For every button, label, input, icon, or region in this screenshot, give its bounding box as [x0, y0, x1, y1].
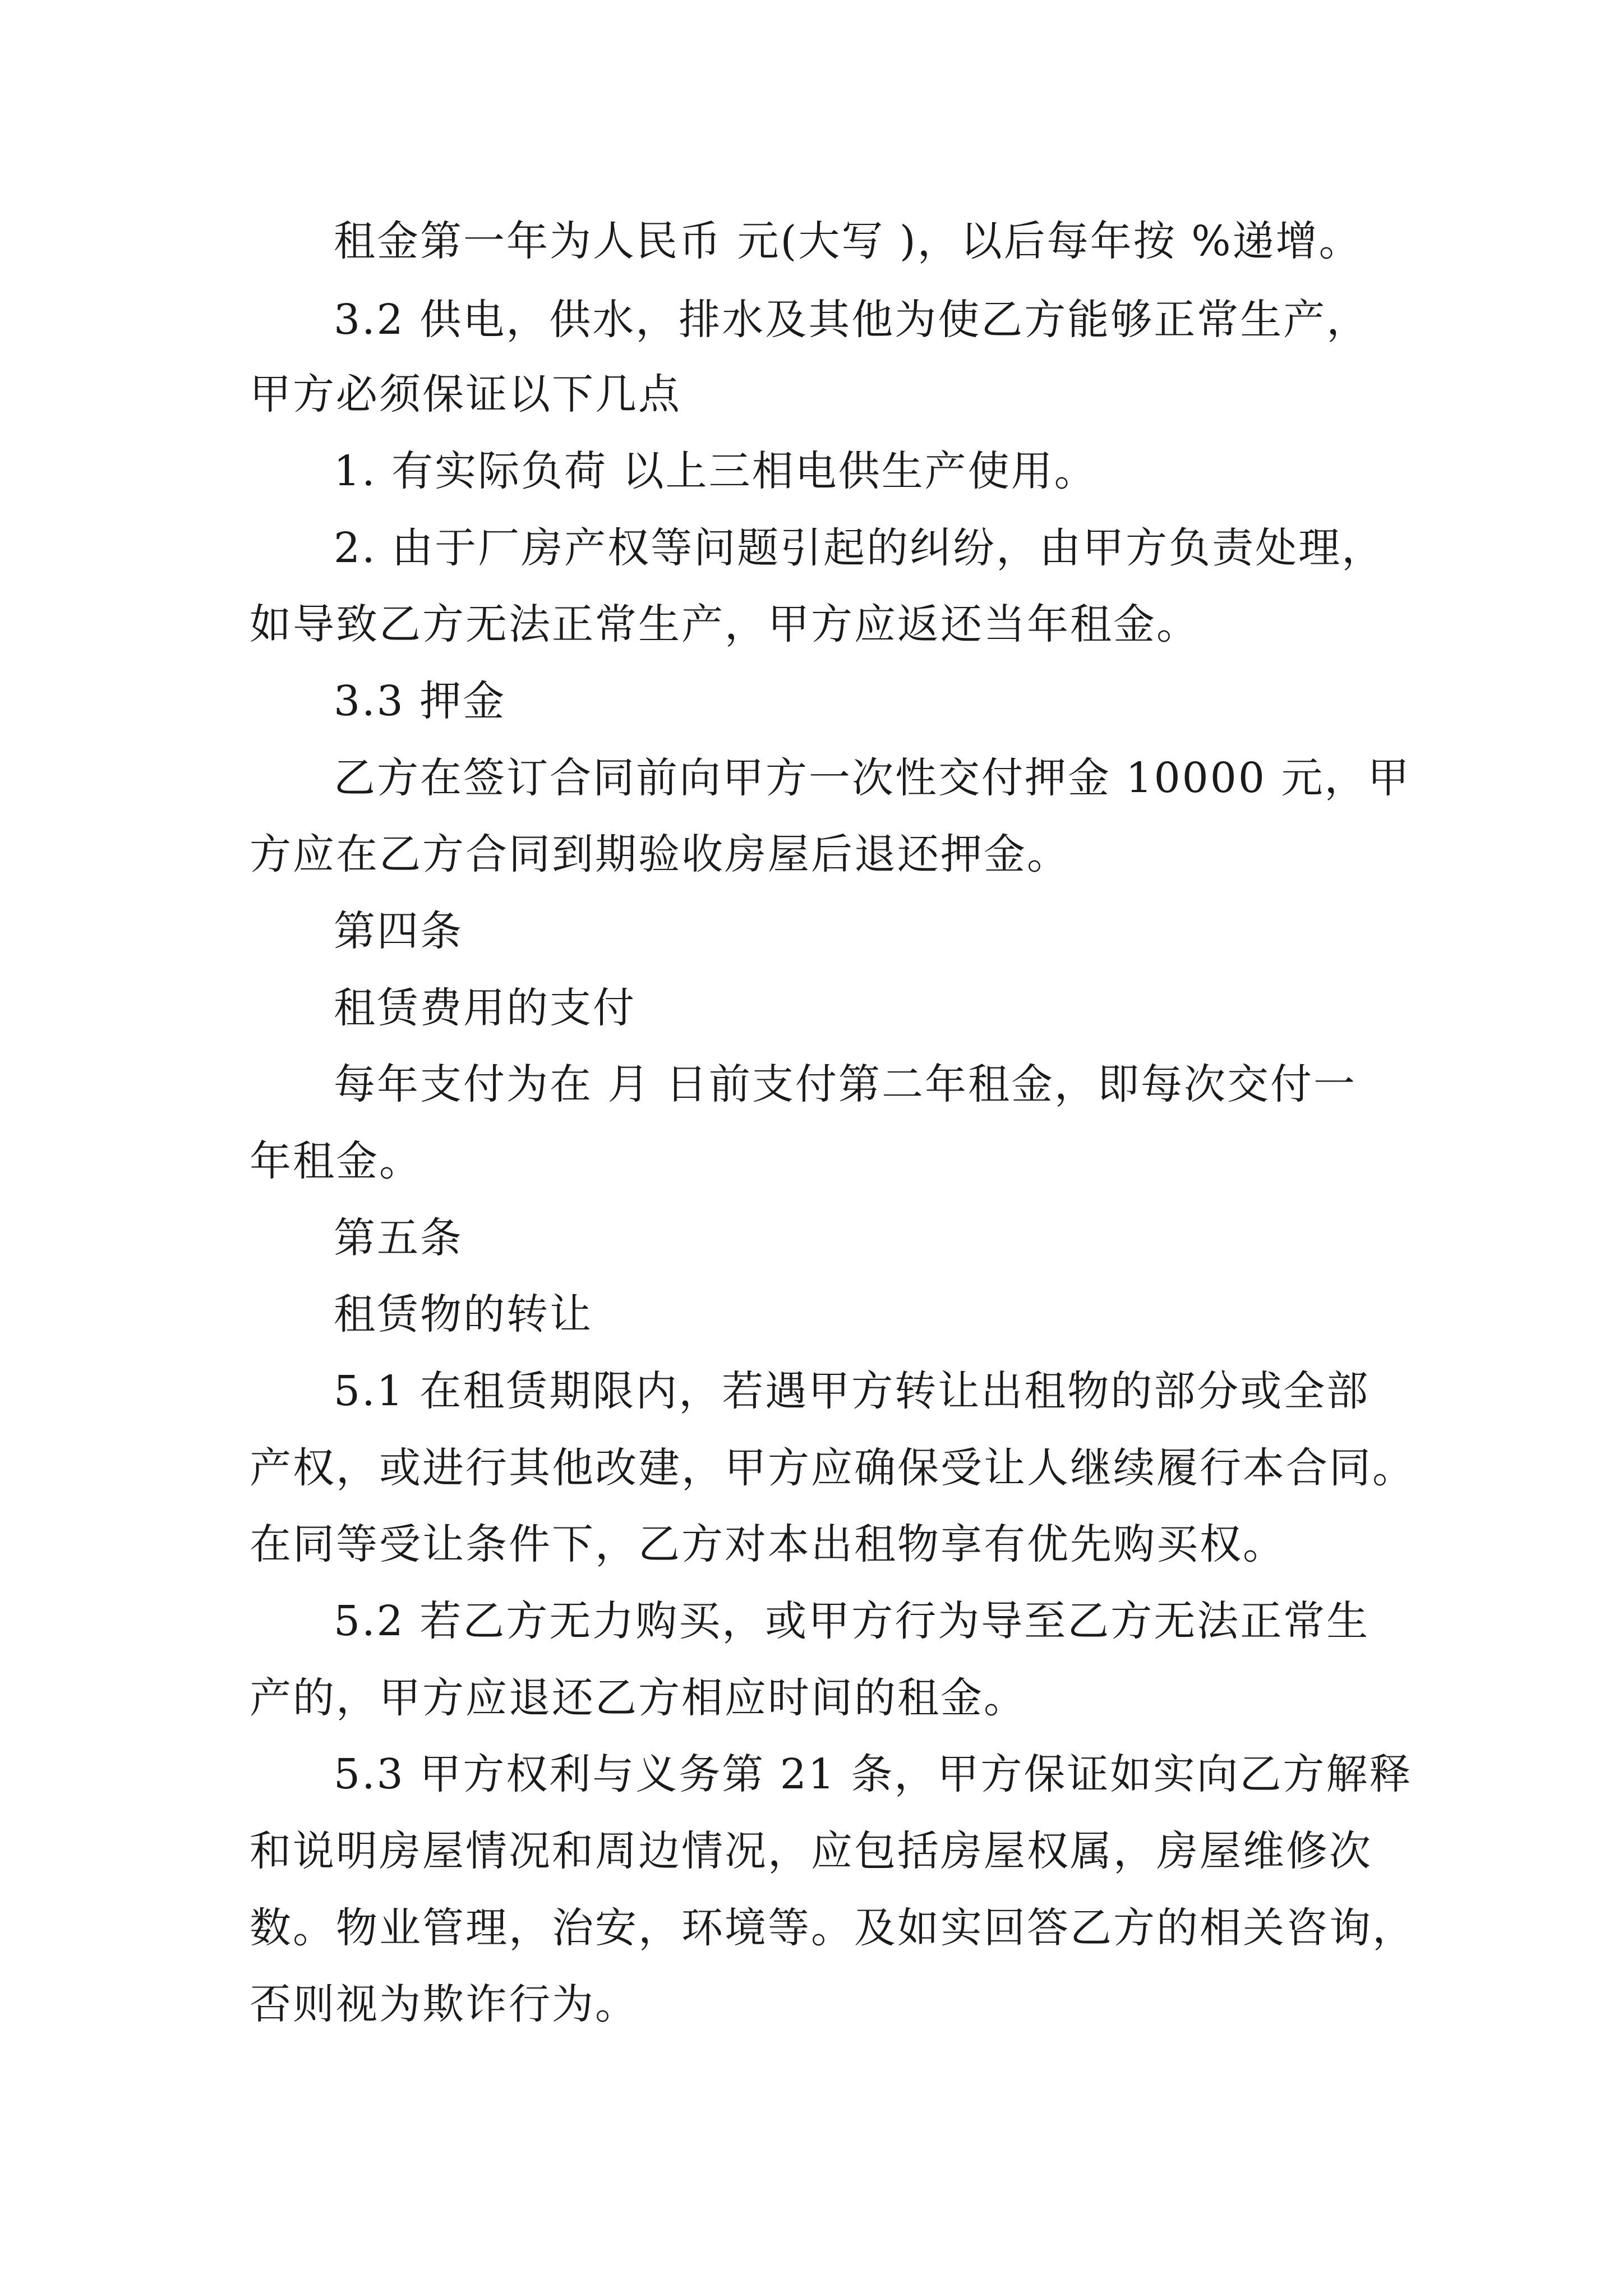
clause-5-2-line: 5.2 若乙方无力购买，或甲方行为导至乙方无法正常生 [334, 1597, 1370, 1645]
clause-5-3-line: 5.3 甲方权利与义务第 21 条，甲方保证如实向乙方解释 [334, 1750, 1413, 1798]
article-4-title: 租赁费用的支付 [334, 984, 636, 1032]
payment-continued: 年租金。 [250, 1137, 422, 1185]
clause-3-2-continued: 甲方必须保证以下几点 [250, 370, 681, 418]
payment-line: 每年支付为在 月 日前支付第二年租金，即每次交付一 [334, 1060, 1357, 1108]
article-5-title: 租赁物的转让 [334, 1290, 593, 1338]
item-1-line: 1. 有实际负荷 以上三相电供生产使用。 [334, 447, 1098, 495]
rent-first-year-line: 租金第一年为人民币 元(大写 )，以后每年按 %递增。 [334, 217, 1362, 265]
item-2-continued: 如导致乙方无法正常生产，甲方应返还当年租金。 [250, 600, 1200, 648]
clause-5-3-continued-3: 否则视为欺诈行为。 [250, 1980, 638, 2028]
clause-3-2-line: 3.2 供电，供水，排水及其他为使乙方能够正常生产， [334, 296, 1370, 344]
clause-5-1-line: 5.1 在租赁期限内，若遇甲方转让出租物的部分或全部 [334, 1367, 1370, 1415]
item-2-line: 2. 由于厂房产权等问题引起的纠纷，由甲方负责处理， [334, 524, 1385, 572]
clause-3-3-heading: 3.3 押金 [334, 677, 506, 725]
deposit-line: 乙方在签订合同前向甲方一次性交付押金 10000 元，甲 [334, 754, 1411, 802]
clause-5-3-continued-2: 数。物业管理，治安，环境等。及如实回答乙方的相关咨询， [250, 1904, 1415, 1952]
article-4-heading: 第四条 [334, 907, 463, 955]
clause-5-1-continued-1: 产权，或进行其他改建，甲方应确保受让人继续履行本合同。 [250, 1444, 1415, 1492]
deposit-continued: 方应在乙方合同到期验收房屋后退还押金。 [250, 830, 1070, 878]
clause-5-2-continued: 产的，甲方应退还乙方相应时间的租金。 [250, 1674, 1027, 1722]
clause-5-3-continued-1: 和说明房屋情况和周边情况，应包括房屋权属，房屋维修次 [250, 1827, 1372, 1875]
clause-5-1-continued-2: 在同等受让条件下，乙方对本出租物享有优先购买权。 [250, 1520, 1286, 1568]
article-5-heading: 第五条 [334, 1214, 463, 1262]
